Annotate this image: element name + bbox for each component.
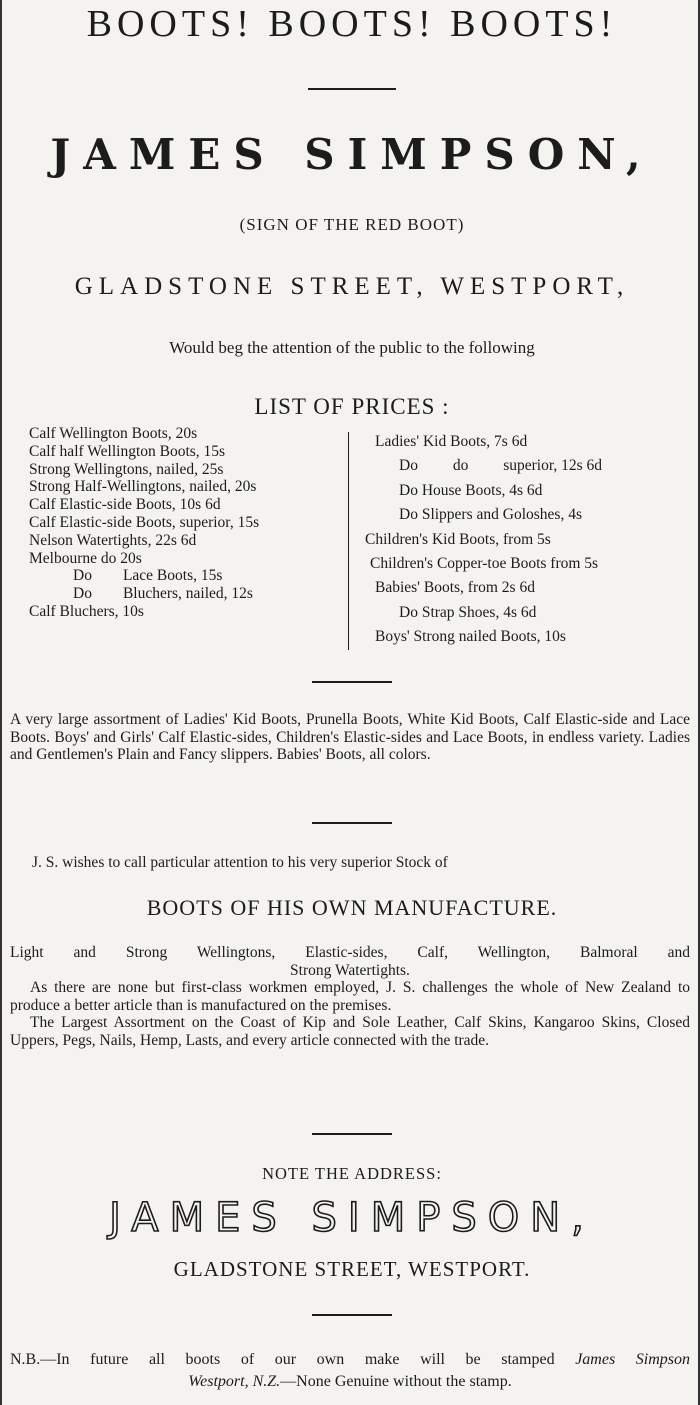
proprietor-name: JAMES SIMPSON,: [50, 130, 654, 179]
divider-rule-1: [308, 88, 396, 90]
price-item: Calf Elastic-side Boots, superior, 15s: [29, 513, 260, 531]
price-item: Do Slippers and Goloshes, 4s: [399, 506, 582, 524]
workmen-paragraph: As there are none but first-class workmen employed, J. S. challenges the whole of New Zealand to produce a better article than is manufactured on the premises.: [10, 979, 690, 1014]
note-address-label: NOTE THE ADDRESS:: [262, 1164, 442, 1183]
price-item: Children's Kid Boots, from 5s: [365, 530, 551, 548]
manufacture-line-2: Strong Watertights.: [290, 961, 410, 979]
price-list-right: [365, 430, 603, 650]
headline: BOOTS! BOOTS! BOOTS!: [86, 3, 618, 45]
price-item: Calf half Wellington Boots, 15s: [29, 442, 226, 460]
price-item: Calf Elastic-side Boots, 10s 6d: [29, 496, 221, 514]
attention-line: J. S. wishes to call particular attention to his very superior Stock of: [32, 854, 448, 871]
divider-rule-2: [312, 681, 392, 683]
divider-rule-4: [312, 1133, 392, 1135]
intro-line: Would beg the attention of the public to the following: [169, 338, 535, 357]
address-line: GLADSTONE STREET, WESTPORT.: [173, 1257, 531, 1281]
price-list-title: LIST OF PRICES :: [254, 394, 450, 419]
stamp-name: James Simpson: [575, 1351, 691, 1368]
nb-prefix: N.B.—In future all boots of our own make will be stamped: [10, 1351, 555, 1368]
price-item: Strong Wellingtons, nailed, 25s: [29, 460, 224, 478]
price-item: Boys' Strong nailed Boots, 10s: [375, 628, 566, 646]
price-item: Ladies' Kid Boots, 7s 6d: [375, 433, 528, 450]
manufacture-heading: BOOTS OF HIS OWN MANUFACTURE.: [146, 895, 558, 920]
price-item: Do Bluchers, nailed, 12s: [73, 585, 253, 603]
nb-suffix: —None Genuine without the stamp.: [280, 1373, 512, 1390]
price-list-left: [29, 425, 259, 621]
nb-line-2: [10, 1371, 690, 1393]
price-item: Nelson Watertights, 22s 6d: [29, 531, 197, 549]
price-item: Babies' Boots, from 2s 6d: [375, 579, 535, 597]
leather-paragraph: The Largest Assortment on the Coast of Kip and Sole Leather, Calf Skins, Kangaroo Skins, Closed Uppers, Pegs, Nails, Hemp, Lasts, and every article connected with the trade.: [10, 1014, 690, 1049]
assortment-paragraph: A very large assortment of Ladies' Kid Boots, Prunella Boots, White Kid Boots, Calf Elastic-side and Lace Boots. Boys' and Girls' Calf Elastic-sides, Children's Elastic-sides and Lace Boots, in endless variety. Ladies and Gentlemen's Plain and Fancy slippers. Babies' Boots, all colors.: [10, 711, 690, 764]
stamp-place: Westport, N.Z.: [188, 1373, 281, 1390]
price-item: Calf Bluchers, 10s: [29, 602, 144, 620]
shop-sign: (SIGN OF THE RED BOOT): [239, 215, 465, 234]
price-item: Do do superior, 12s 6d: [399, 457, 603, 475]
price-item: Do House Boots, 4s 6d: [399, 481, 543, 499]
price-item: Melbourne do 20s: [29, 549, 142, 567]
nb-notice: [10, 1349, 690, 1393]
nb-line-1: [10, 1349, 690, 1371]
manufacture-details: [10, 944, 690, 1050]
divider-rule-5: [312, 1314, 392, 1316]
street-line: GLADSTONE STREET, WESTPORT,: [74, 273, 630, 300]
price-item: Children's Copper-toe Boots from 5s: [370, 555, 599, 573]
manufacture-line-1: Light and Strong Wellingtons, Elastic-sides, Calf, Wellington, Balmoral and: [10, 944, 690, 961]
price-item: Do Strap Shoes, 4s 6d: [399, 603, 537, 621]
price-item: Strong Half-Wellingtons, nailed, 20s: [29, 478, 257, 496]
column-divider: [348, 432, 349, 650]
divider-rule-3: [312, 822, 392, 824]
price-item: Do Lace Boots, 15s: [73, 567, 223, 585]
price-item: Calf Wellington Boots, 20s: [29, 425, 198, 442]
proprietor-name-outline: JAMES SIMPSON,: [109, 1195, 595, 1241]
